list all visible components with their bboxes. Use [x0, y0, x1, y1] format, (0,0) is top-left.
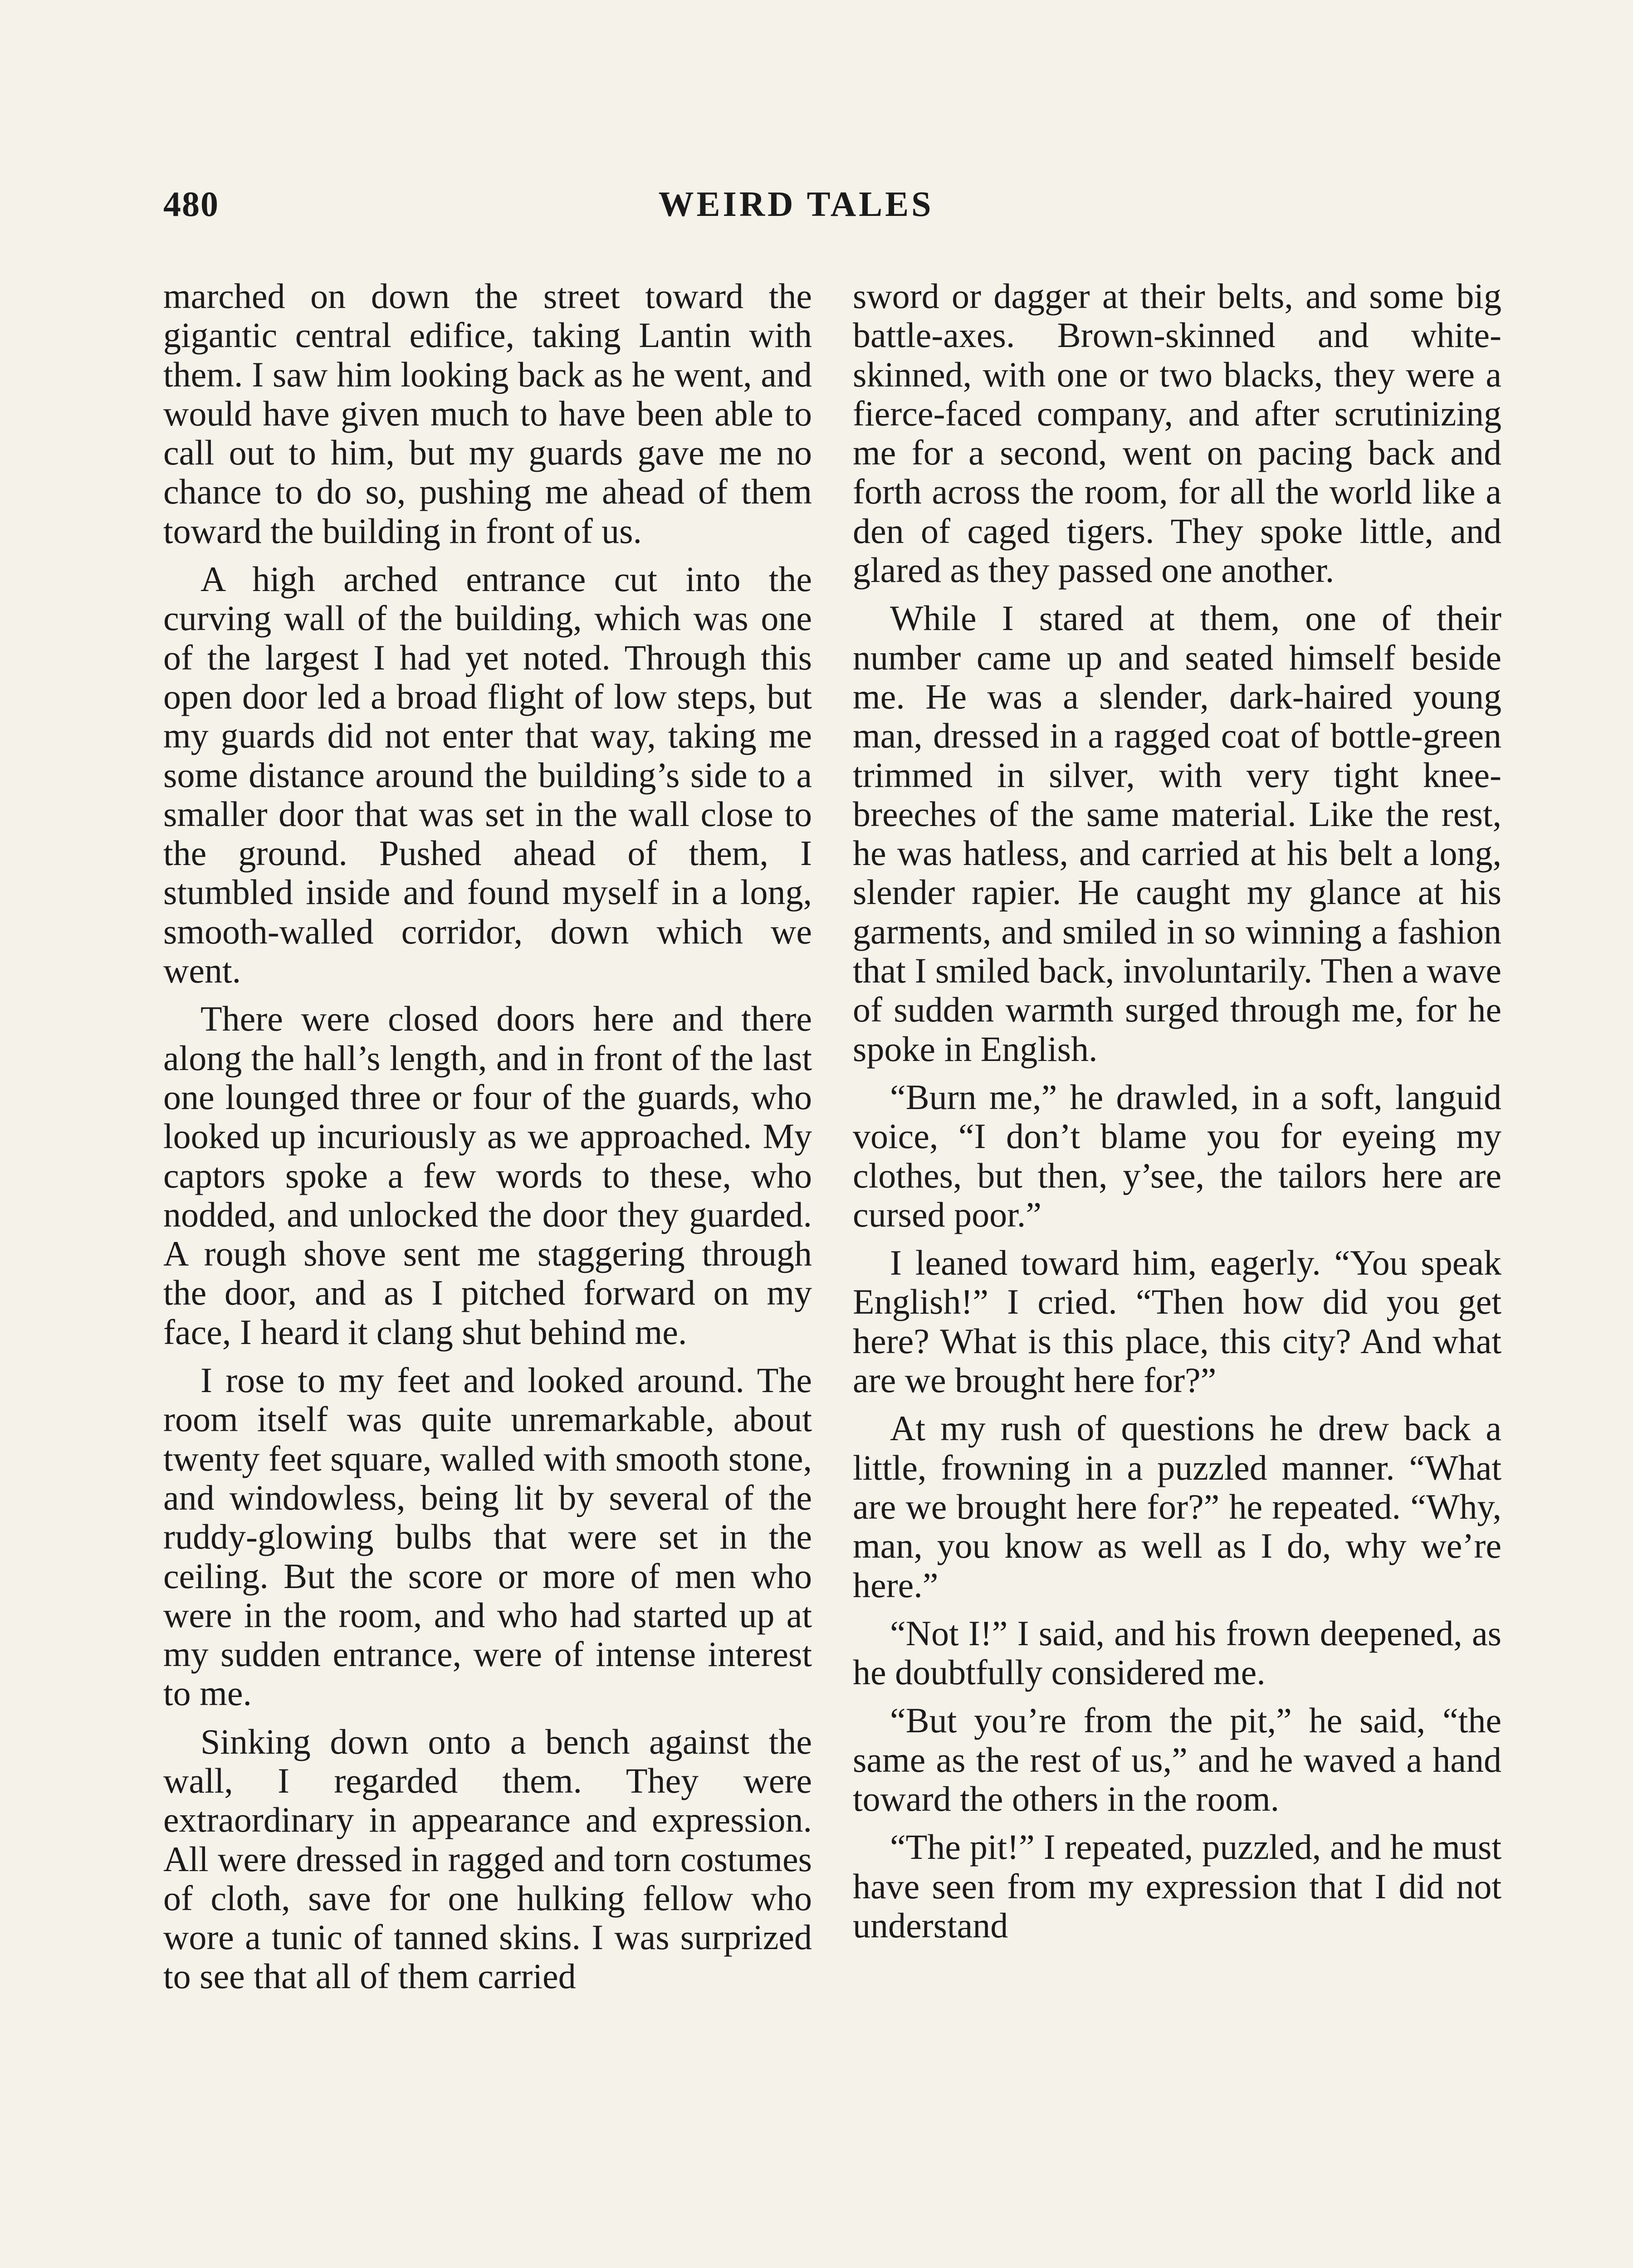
- paragraph: sword or dagger at their belts, and some big battle-axes. Brown-skinned and white-skinned, with one or two blacks, they were a fierce-faced company, and after scrutinizing me for a second, went on pacing back and forth across the room, for all the world like a den of caged tigers. They spoke little, and glared as they passed one another.: [853, 276, 1501, 590]
- right-column: [853, 277, 1501, 1954]
- paragraph: I leaned toward him, eagerly. “You speak English!” I cried. “Then how did you get here? What is this place, this city? And what are we brought here for?”: [853, 1243, 1501, 1400]
- page-number: 480: [163, 184, 219, 224]
- paragraph: “Not I!” I said, and his frown deepened, as he doubtfully considered me.: [853, 1613, 1501, 1692]
- running-head: [163, 184, 1429, 234]
- magazine-title: WEIRD TALES: [658, 184, 934, 224]
- paragraph: “Burn me,” he drawled, in a soft, languid voice, “I don’t blame you for eyeing my clothes, but then, y’see, the tailors here are cursed poor.”: [853, 1077, 1501, 1234]
- paragraph: A high arched entrance cut into the curving wall of the building, which was one of the largest I had yet noted. Through this open door led a broad flight of low steps, but my guards did not enter that way, taking me some distance around the building’s side to a smaller door that was set in the wall close to the ground. Pushed ahead of them, I stumbled inside and found myself in a long, smooth-walled corridor, down which we went.: [163, 559, 812, 991]
- paragraph: There were closed doors here and there along the hall’s length, and in front of the last one lounged three or four of the guards, who looked up incuriously as we approached. My captors spoke a few words to these, who nodded, and unlocked the door they guarded. A rough shove sent me staggering through the door, and as I pitched forward on my face, I heard it clang shut behind me.: [163, 999, 812, 1352]
- left-column: [163, 277, 812, 2005]
- paragraph: I rose to my feet and looked around. The room itself was quite unremarkable, about twenty feet square, walled with smooth stone, and windowless, being lit by several of the ruddy-glowing bulbs that were set in the ceiling. But the score or more of men who were in the room, and who had started up at my sudden entrance, were of intense interest to me.: [163, 1360, 812, 1713]
- paragraph: At my rush of questions he drew back a little, frowning in a puzzled manner. “What are we brought here for?” he repeated. “Why, man, you know as well as I do, why we’re here.”: [853, 1408, 1501, 1605]
- paragraph: While I stared at them, one of their number came up and seated himself beside me. He was a slender, dark-haired young man, dressed in a ragged coat of bottle-green trimmed in silver, with very tight knee-breeches of the same material. Like the rest, he was hatless, and carried at his belt a long, slender rapier. He caught my glance at his garments, and smiled in so winning a fashion that I smiled back, involuntarily. Then a wave of sudden warmth surged through me, for he spoke in English.: [853, 598, 1501, 1069]
- paragraph: “The pit!” I repeated, puzzled, and he must have seen from my expression that I did not understand: [853, 1827, 1501, 1945]
- paragraph: “But you’re from the pit,” he said, “the same as the rest of us,” and he waved a hand toward the others in the room.: [853, 1701, 1501, 1818]
- paragraph: marched on down the street toward the gigantic central edifice, taking Lantin with them. I saw him looking back as he went, and would have given much to have been able to call out to him, but my guards gave me no chance to do so, pushing me ahead of them toward the building in front of us.: [163, 276, 812, 551]
- paragraph: Sinking down onto a bench against the wall, I regarded them. They were extraordinary in appearance and expression. All were dressed in ragged and torn costumes of cloth, save for one hulking fellow who wore a tunic of tanned skins. I was surprized to see that all of them carried: [163, 1721, 812, 1996]
